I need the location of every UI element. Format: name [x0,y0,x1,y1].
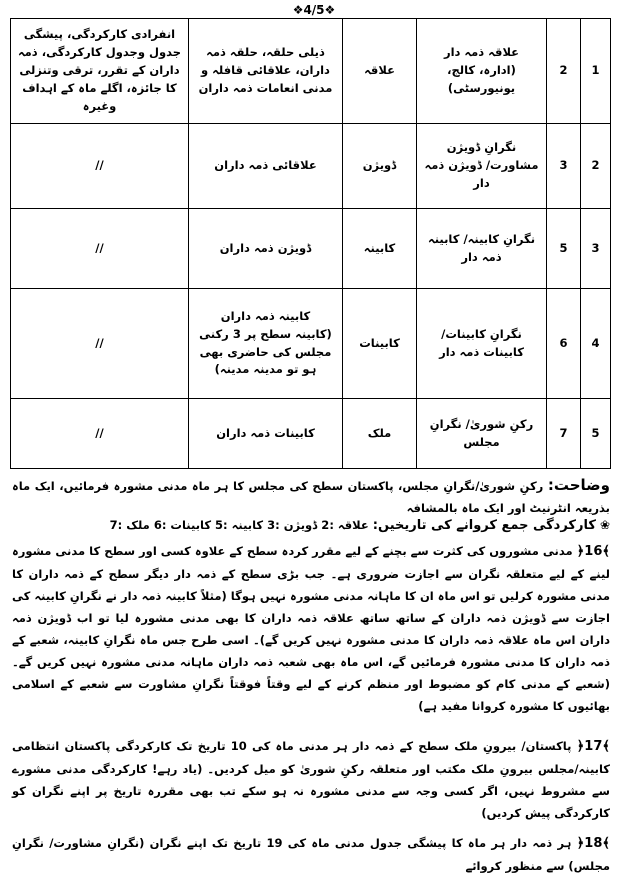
count-cell: 3 [547,124,581,209]
paragraph-18: ﴾18﴿ ہر ذمہ دار ہر ماہ کا پیشگی جدول مدنی ماہ کی 19 تاریخ تک اپنے نگران (نگرانِ مشاورت/ نگرانِ مجلس) سے منظور کروائے [12,836,610,873]
objective-cell: // [11,209,189,289]
paragraph-17: ﴾17﴿ پاکستان/ بیرونِ ملک سطح کے ذمہ دار ہر مدنی ماہ کی 10 تاریخ تک کارکردگی پاکستان انتظامی کابینہ/مجلس بیرونِ ملک مکتب اور متعلقہ رکنِ شوریٰ کو میل کردیں۔ (یاد رہے! کارکردگی مدنی مشورے سے مشروط نہیں، اگر کسی وجہ سے مدنی مشورہ نہ ہو سکے تب بھی مقررہ تاریخ پر اپنے نگران کو کارکردگی پیش کردیں) [12,739,610,820]
mashwara-cell: علاقائی ذمہ داران [189,124,343,209]
objective-cell: انفرادی کارکردگی، پیشگی جدول وجدول کارکردگی، ذمہ داران کے تقرر، ترقی وتنزلی کا جائزہ، اگلے ماہ کے اہداف وغیرہ [11,19,189,124]
area-cell: کابینات [343,289,417,399]
submission-dates: ❀ کارکردگی جمع کروانے کی تاریخیں: علاقہ :2 ڈویژن :3 کابینہ :5 کابینات :6 ملک :7 [109,518,610,533]
table-row [11,289,611,399]
mashwara-cell: ڈویژن ذمہ داران [189,209,343,289]
objective-cell: // [11,399,189,469]
area-cell: ڈویژن [343,124,417,209]
count-cell: 6 [547,289,581,399]
mashwara-cell: ذیلی حلقہ، حلقہ ذمہ داران، علاقائی قافلہ و مدنی انعامات ذمہ داران [189,19,343,124]
count-cell: 5 [547,209,581,289]
count-cell: 7 [547,399,581,469]
paragraph-number: ﴾16﴿ [576,544,610,559]
table-row [11,124,611,209]
area-cell: ملک [343,399,417,469]
count-cell: 2 [547,19,581,124]
role-cell: علاقہ ذمہ دار (ادارہ، کالج، یونیورسٹی) [417,19,547,124]
serial-cell: 4 [581,289,611,399]
paragraph-number: ﴾18﴿ [576,836,610,851]
serial-cell: 1 [581,19,611,124]
mashwara-cell: کابینہ ذمہ داران (کابینہ سطح پر 3 رکنی مجلس کی حاضری بھی ہو تو مدینہ مدینہ) [189,289,343,399]
serial-cell: 5 [581,399,611,469]
mashwara-cell: کابینات ذمہ داران [189,399,343,469]
paragraph-16: ﴾16﴿ مدنی مشوروں کی کثرت سے بچنے کے لیے مقرر کردہ سطح کے علاوہ کسی اور سطح کا مدنی مشورہ لینے کے لیے متعلقہ نگران سے اجازت ضروری ہے۔ جب بڑی سطح کے ذمہ دار دیگر سطح کے ذمہ داران کا مدنی مشورہ کرلیں تو اس ماہ ان کا ماہانہ مدنی مشورہ نہیں ہوگا (مثلاً کابینہ ذمہ دار نے نگرانِ کابینہ کی اجازت سے ڈویژن ذمہ داران کے ساتھ ساتھ علاقہ ذمہ داران کا بھی مدنی مشورہ لیا تو اب ڈویژن ذمہ داران اس ماہ علاقہ ذمہ داران کا مدنی مشورہ نہیں کریں گے)۔ اسی طرح جس ماہ نگرانِ کابینہ، شعبے کے ذمہ داران کا مدنی مشورہ فرمائیں گے، اس ماہ بھی شعبہ ذمہ داران ماہانہ مدنی مشورہ نہیں کریں گے۔ (شعبے کے مدنی کام کو مضبوط اور منظم کرنے کے لیے وقتاً فوقتاً نگرانِ مشاورت سے شعبے کے اسلامی بھائیوں کا مشورہ کروانا مفید ہے) [12,544,610,713]
paragraph-number: ﴾17﴿ [576,739,610,754]
area-cell: کابینہ [343,209,417,289]
table-row [11,399,611,469]
role-cell: نگرانِ کابینہ/ کابینہ ذمہ دار [417,209,547,289]
role-cell: رکنِ شوریٰ/ نگرانِ مجلس [417,399,547,469]
serial-cell: 2 [581,124,611,209]
wazahat-note: وضاحت: رکنِ شوریٰ/نگرانِ مجلس، پاکستان سطح کی مجلس کا ہر ماہ مدنی مشورہ فرمائیں، ایک ماہ بذریعہ انٹرنیٹ اور ایک ماہ بالمشافہ [12,476,610,515]
serial-cell: 3 [581,209,611,289]
role-cell: نگرانِ کابینات/ کابینات ذمہ دار [417,289,547,399]
flower-icon: ❀ [599,518,610,532]
role-cell: نگرانِ ڈویژن مشاورت/ ڈویژن ذمہ دار [417,124,547,209]
objective-cell: // [11,124,189,209]
table-row [11,209,611,289]
page-number: ❖4/5❖ [292,3,336,17]
table-row [11,19,611,124]
responsibility-table [10,18,611,469]
area-cell: علاقہ [343,19,417,124]
objective-cell: // [11,289,189,399]
